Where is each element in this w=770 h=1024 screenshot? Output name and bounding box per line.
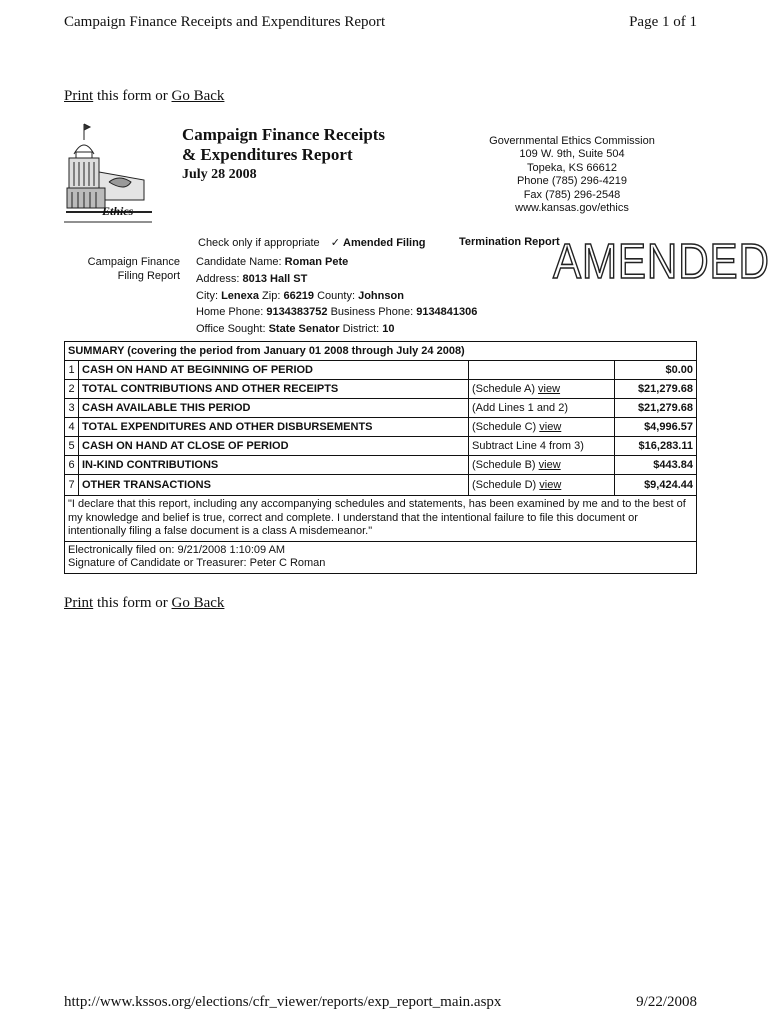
schedule-label: (Schedule D)	[472, 479, 540, 491]
amended-stamp: AMENDED	[553, 235, 770, 289]
commission-city: Topeka, KS 66612	[527, 161, 617, 174]
row-number: 7	[65, 475, 79, 496]
schedule-label: (Schedule C)	[472, 421, 540, 433]
print-link[interactable]: Print	[64, 595, 94, 611]
signature-label: Signature of Candidate or Treasurer:	[68, 557, 247, 569]
row-description: OTHER TRANSACTIONS	[79, 475, 469, 496]
candidate-district: 10	[382, 323, 395, 336]
row-description: TOTAL EXPENDITURES AND OTHER DISBURSEMENTS	[79, 418, 469, 437]
summary-heading: SUMMARY (covering the period from January 01 2008 through July 24 2008)	[65, 342, 615, 361]
row-amount: $0.00	[615, 361, 697, 380]
candidate-info	[196, 254, 477, 338]
candidate-business-phone: 9134841306	[416, 306, 478, 319]
candidate-zip: 66219	[283, 289, 315, 302]
row-description: TOTAL CONTRIBUTIONS AND OTHER RECEIPTS	[79, 380, 469, 399]
filing-signature	[65, 541, 697, 573]
go-back-link[interactable]: Go Back	[171, 595, 225, 611]
print-footer-date: 9/22/2008	[636, 994, 697, 1010]
amended-filing-label: Amended Filing	[343, 237, 426, 249]
check-label: Check only if appropriate	[198, 237, 320, 249]
row-amount: $21,279.68	[615, 399, 697, 418]
home-phone-label: Home Phone:	[196, 306, 264, 319]
row-number: 4	[65, 418, 79, 437]
nav-text: this form or	[93, 88, 172, 104]
report-title-line1: Campaign Finance Receipts	[182, 125, 386, 144]
county-label: County:	[317, 289, 356, 302]
schedule-b-view-link[interactable]: view	[538, 459, 561, 471]
table-row	[65, 475, 697, 496]
row-schedule	[469, 399, 615, 418]
filing-options	[198, 236, 426, 249]
candidate-address: 8013 Hall ST	[242, 272, 308, 285]
row-number: 1	[65, 361, 79, 380]
row-schedule	[469, 380, 615, 399]
report-title	[182, 125, 385, 185]
table-row	[65, 456, 697, 475]
business-phone-label: Business Phone:	[330, 306, 414, 319]
row-amount: $21,279.68	[615, 380, 697, 399]
schedule-label: (Add Lines 1 and 2)	[472, 402, 569, 414]
kansas-capitol-ethics-seal-icon	[64, 122, 154, 228]
table-row	[65, 380, 697, 399]
row-schedule	[469, 456, 615, 475]
candidate-city-row	[196, 288, 477, 305]
schedule-c-view-link[interactable]: view	[539, 421, 562, 433]
report-title-line2: & Expenditures Report	[182, 145, 353, 164]
district-label: District:	[342, 323, 380, 336]
row-schedule	[469, 475, 615, 496]
top-nav	[64, 88, 224, 105]
filing-signature-row	[65, 541, 697, 573]
schedule-d-view-link[interactable]: view	[539, 479, 562, 491]
summary-table	[64, 341, 697, 574]
city-label: City:	[196, 289, 218, 302]
commission-street: 109 W. 9th, Suite 504	[519, 148, 625, 161]
candidate-phone-row	[196, 304, 477, 321]
go-back-link[interactable]: Go Back	[171, 88, 225, 104]
row-number: 5	[65, 437, 79, 456]
table-row	[65, 437, 697, 456]
office-label: Office Sought:	[196, 323, 266, 336]
declaration-text: "I declare that this report, including any accompanying schedules and statements, has been examined by me and to the best of my knowledge and belief is true, correct and complete. I understand that the intentional failure to file this document or intentionally filing a false document is a class A misdemeanor."	[65, 496, 697, 542]
summary-heading-blank	[615, 342, 697, 361]
row-number: 3	[65, 399, 79, 418]
address-label: Address:	[196, 272, 240, 285]
row-schedule	[469, 361, 615, 380]
row-description: IN-KIND CONTRIBUTIONS	[79, 456, 469, 475]
row-amount: $443.84	[615, 456, 697, 475]
commission-web: www.kansas.gov/ethics	[515, 202, 629, 215]
row-schedule	[469, 437, 615, 456]
candidate-name-row	[196, 254, 477, 271]
campaign-finance-label-line1: Campaign Finance	[87, 256, 180, 268]
schedule-a-view-link[interactable]: view	[538, 383, 561, 395]
row-amount: $16,283.11	[615, 437, 697, 456]
row-amount: $4,996.57	[615, 418, 697, 437]
row-schedule	[469, 418, 615, 437]
report-date: July 28 2008	[182, 167, 257, 182]
schedule-label: (Schedule B)	[472, 459, 539, 471]
bottom-nav	[64, 595, 224, 612]
print-header-page: Page 1 of 1	[629, 14, 697, 30]
row-number: 2	[65, 380, 79, 399]
row-description: CASH AVAILABLE THIS PERIOD	[79, 399, 469, 418]
campaign-finance-label	[70, 255, 180, 283]
print-header-title: Campaign Finance Receipts and Expenditures Report	[64, 14, 386, 30]
candidate-office-row	[196, 321, 477, 338]
print-footer-url: http://www.kssos.org/elections/cfr_viewer/reports/exp_report_main.aspx	[64, 994, 502, 1010]
candidate-county: Johnson	[358, 289, 404, 302]
seal-text: Ethics	[102, 204, 134, 218]
commission-fax: Fax (785) 296-2548	[523, 188, 621, 201]
row-description: CASH ON HAND AT CLOSE OF PERIOD	[79, 437, 469, 456]
filed-on-value: 9/21/2008 1:10:09 AM	[177, 543, 286, 556]
candidate-home-phone: 9134383752	[266, 306, 328, 319]
summary-heading-row	[65, 342, 697, 361]
signature-value: Peter C Roman	[249, 557, 326, 569]
nav-text: this form or	[93, 595, 172, 611]
table-row	[65, 361, 697, 380]
commission-address	[472, 135, 672, 215]
campaign-finance-label-line2: Filing Report	[117, 270, 180, 282]
commission-name: Governmental Ethics Commission	[489, 135, 655, 147]
filed-on-label: Electronically filed on:	[68, 543, 175, 556]
signature-line	[68, 557, 693, 571]
row-description: CASH ON HAND AT BEGINNING OF PERIOD	[79, 361, 469, 380]
zip-label: Zip:	[262, 289, 281, 302]
amended-checkbox[interactable]: ✓	[330, 237, 340, 249]
table-row	[65, 399, 697, 418]
declaration-row	[65, 496, 697, 542]
row-number: 6	[65, 456, 79, 475]
candidate-name: Roman Pete	[284, 256, 349, 268]
candidate-name-label: Candidate Name:	[196, 256, 282, 268]
row-amount: $9,424.44	[615, 475, 697, 496]
candidate-address-row	[196, 271, 477, 288]
commission-phone: Phone (785) 296-4219	[516, 175, 628, 188]
candidate-office: State Senator	[268, 323, 340, 336]
print-link[interactable]: Print	[64, 88, 94, 104]
table-row	[65, 418, 697, 437]
schedule-label: Subtract Line 4 from 3)	[472, 440, 584, 452]
termination-report-label: Termination Report	[459, 236, 560, 248]
candidate-city: Lenexa	[221, 289, 259, 302]
schedule-label: (Schedule A)	[472, 383, 539, 395]
filed-on-line	[68, 544, 693, 558]
